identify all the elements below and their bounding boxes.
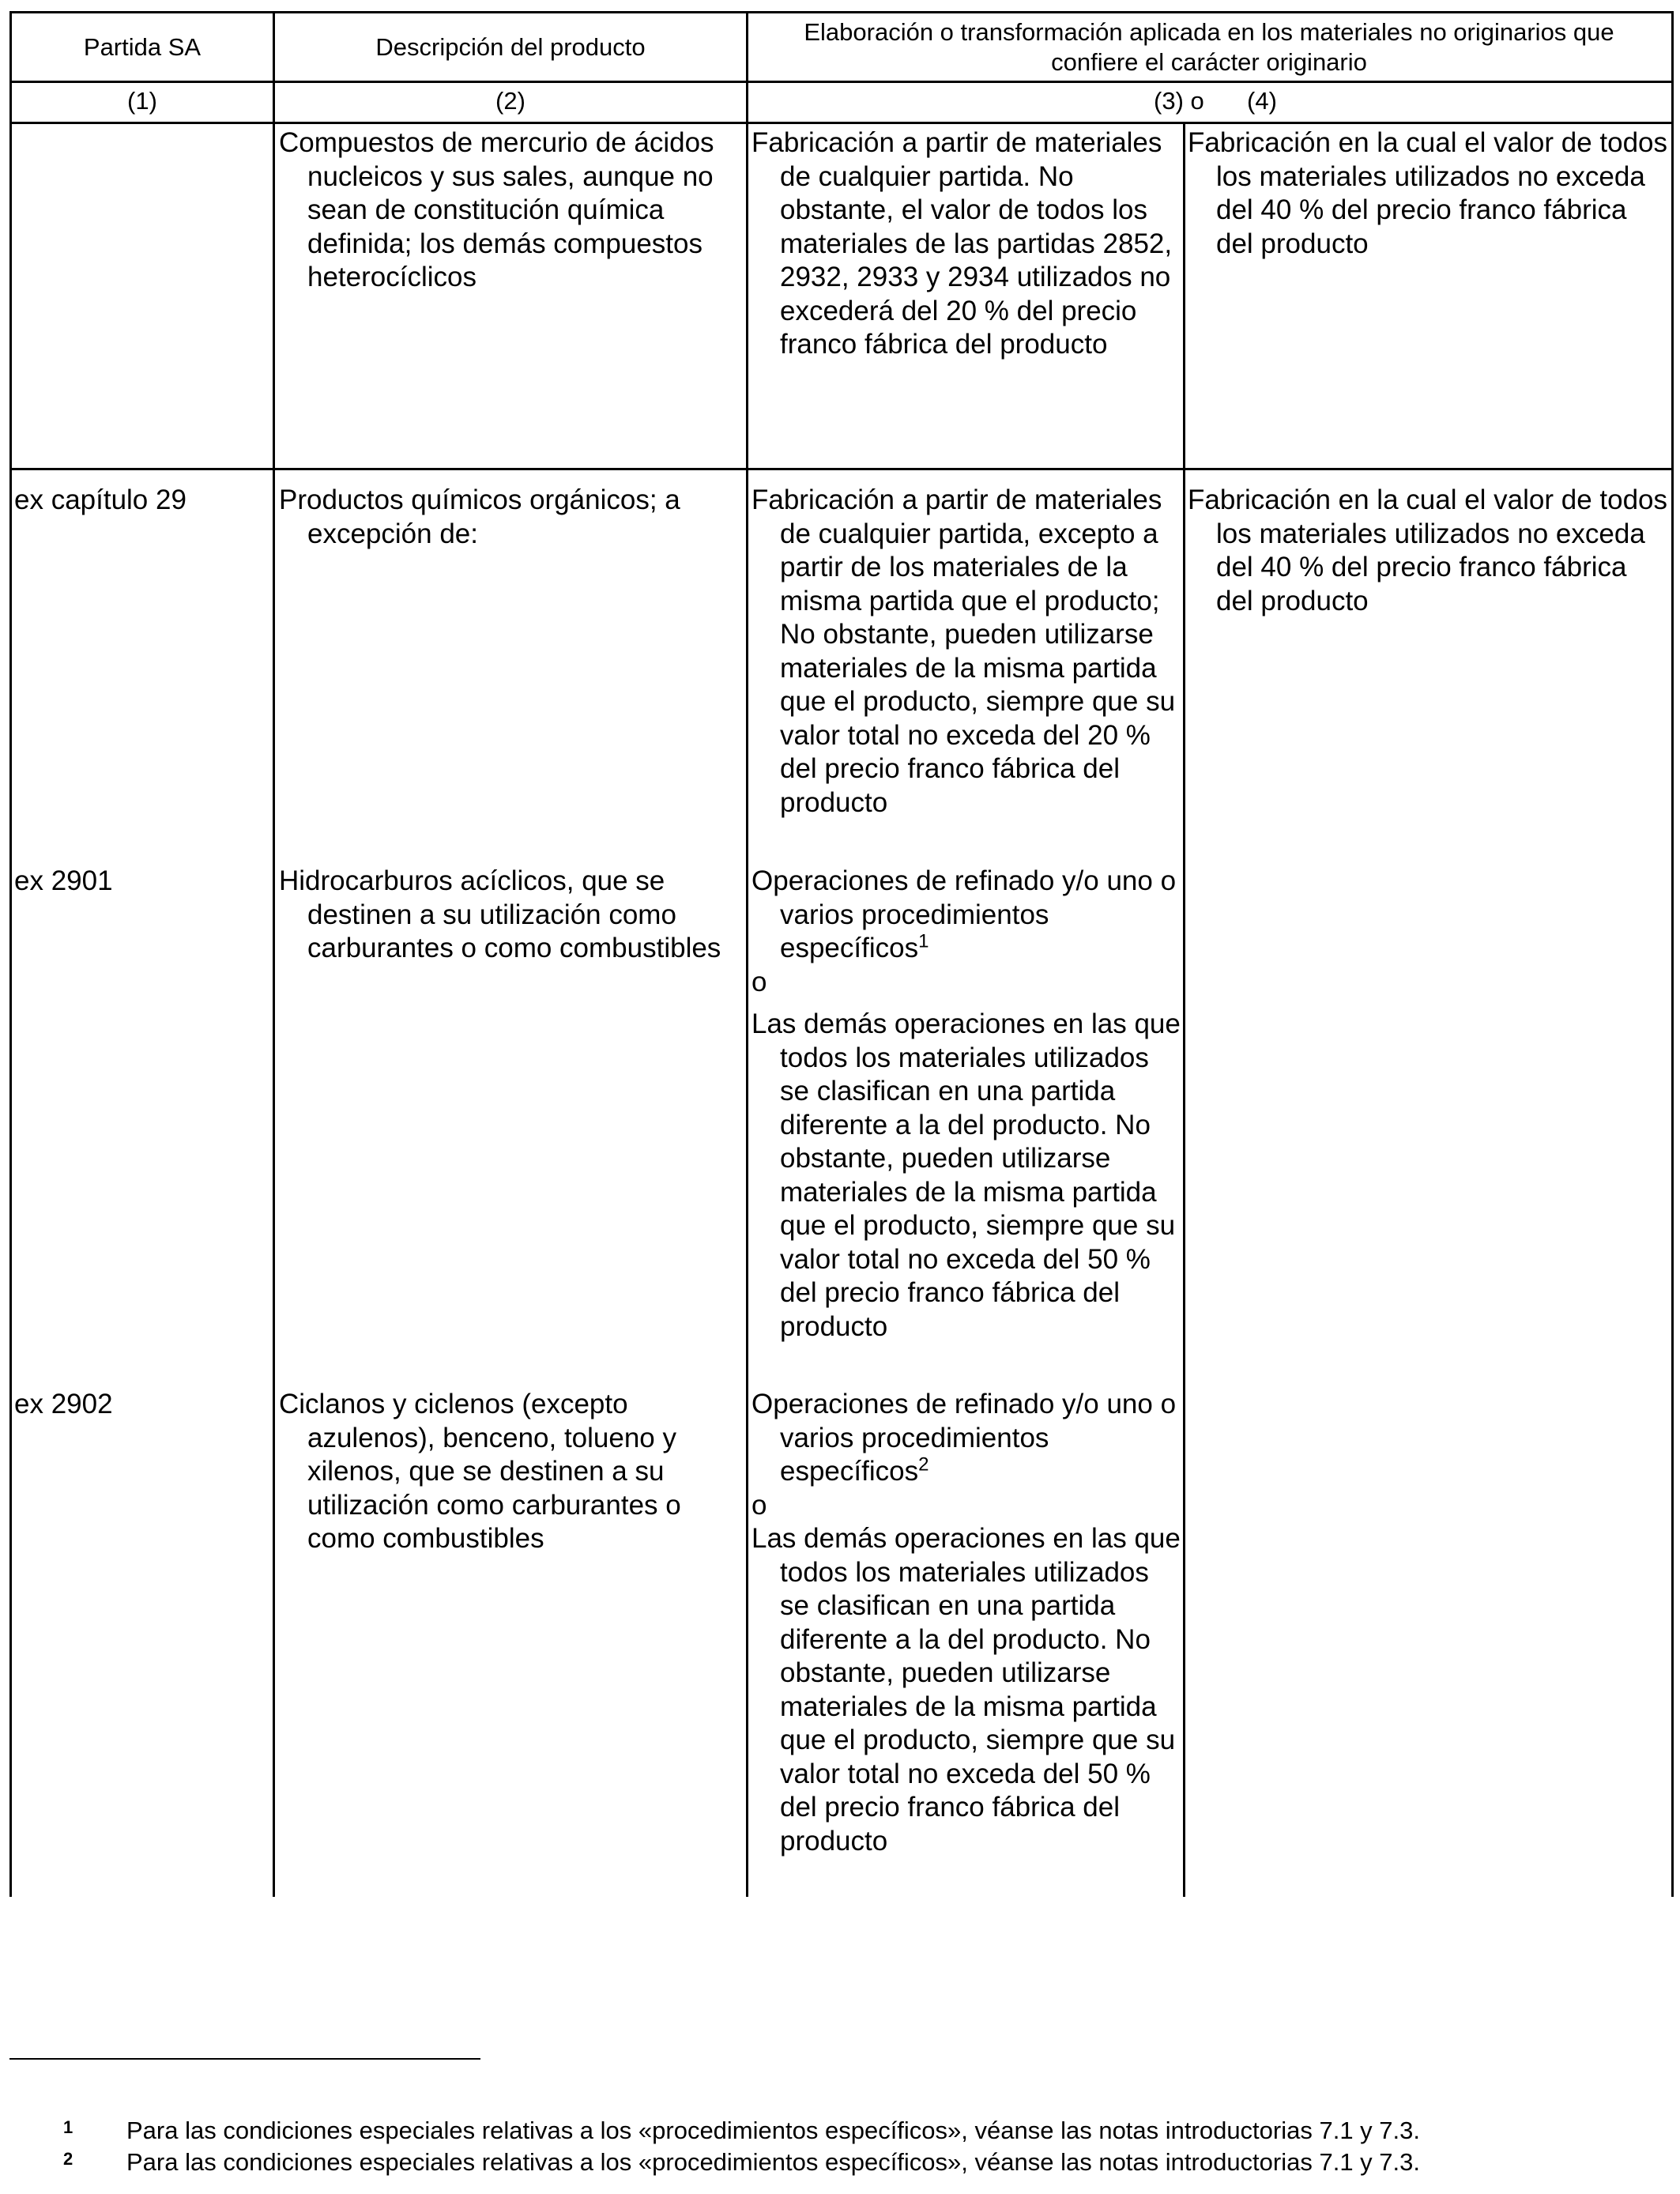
row-1-description: Productos químicos orgánicos; a excepción de: [279,484,680,549]
row-2-rule-col3-a-text: Operaciones de refinado y/o uno o varios procedimientos específicos [751,865,1177,963]
column-divider-2 [746,11,748,1897]
row-separator [9,468,1674,470]
footnote-ref-2[interactable]: 2 [918,1453,929,1476]
column-number-1: (1) [127,87,157,115]
row-1-rule-col3: Fabricación a partir de materiales de cualquier partida, excepto a partir de los materiales de la misma partida que el producto; No obstante, pueden utilizarse materiales de la misma partida que el producto, siempre que su valor total no exceda del 20 % del precio franco fábrica del producto [751,484,1176,818]
row-2-rule-col3-b: Las demás operaciones en las que todos los materiales utilizados se clasifican en una partida diferente a la del producto. No obstante, pueden utilizarse materiales de la misma partida que el producto, siempre que su valor total no exceda del 50 % del precio franco fábrica del producto [751,1008,1181,1342]
column-number-2: (2) [495,87,525,115]
row-1-code: ex capítulo 29 [14,484,186,515]
row-2-code: ex 2901 [14,865,113,896]
row-2-description: Hidrocarburos acíclicos, que se destinen a su utilización como carburantes o como combustibles [279,865,721,963]
numbering-bottom-border [9,122,1674,124]
footnote-1-text: Para las condiciones especiales relativas a los «procedimientos específicos», véanse las notas introductorias 7.1 y 7.3. [126,2117,1421,2144]
row-3-code: ex 2902 [14,1389,113,1419]
row-2-rule-col3-a [751,865,1181,966]
column-divider-3 [1183,122,1185,1897]
column-number-3: (3) o [1154,87,1204,115]
row-0-description: Compuestos de mercurio de ácidos nucleicos y sus sales, aunque no sean de constitución química definida; los demás compuestos heterocíclicos [279,127,714,292]
row-2-rule-col3-or: o [751,967,767,997]
header-partida-sa: Partida SA [83,32,202,61]
row-1-rule-col4: Fabricación en la cual el valor de todos los materiales utilizados no exceda del 40 % del precio franco fábrica del producto [1188,484,1668,616]
footnote-2-mark: 2 [63,2149,73,2169]
table-right-border [1671,11,1674,1897]
row-0-rule-col4: Fabricación en la cual el valor de todos los materiales utilizados no exceda del 40 % del precio franco fábrica del producto [1188,127,1668,259]
footnote-1-mark: 1 [63,2117,73,2137]
row-3-rule-col3-or: o [751,1490,767,1521]
column-number-4: (4) [1247,87,1277,115]
footnote-2-text: Para las condiciones especiales relativas a los «procedimientos específicos», véanse las notas introductorias 7.1 y 7.3. [126,2148,1421,2176]
row-0-rule-col3: Fabricación a partir de materiales de cualquier partida. No obstante, el valor de todos los materiales de las partidas 2852, 2932, 2933 y 2934 utilizados no excederá del 20 % del precio franco fábrica del producto [751,127,1173,360]
footnote-separator [9,2058,480,2060]
header-bottom-border [9,81,1674,83]
column-divider-1 [273,11,275,1897]
header-elaboracion: Elaboración o transformación aplicada en los materiales no originarios que confiere el carácter originario [804,17,1614,76]
row-3-rule-col3-a-text: Operaciones de refinado y/o uno o varios procedimientos específicos [751,1389,1177,1487]
header-descripcion: Descripción del producto [375,32,646,61]
footnote-ref-1[interactable]: 1 [918,930,929,952]
row-3-rule-col3-a [751,1388,1181,1489]
row-3-rule-col3-b: Las demás operaciones en las que todos los materiales utilizados se clasifican en una partida diferente a la del producto. No obstante, pueden utilizarse materiales de la misma partida que el producto, siempre que su valor total no exceda del 50 % del precio franco fábrica del producto [751,1523,1181,1857]
table-left-border [9,11,12,1897]
row-3-description: Ciclanos y ciclenos (excepto azulenos), benceno, tolueno y xilenos, que se destinen a su utilización como carburantes o como combustibles [279,1389,681,1554]
